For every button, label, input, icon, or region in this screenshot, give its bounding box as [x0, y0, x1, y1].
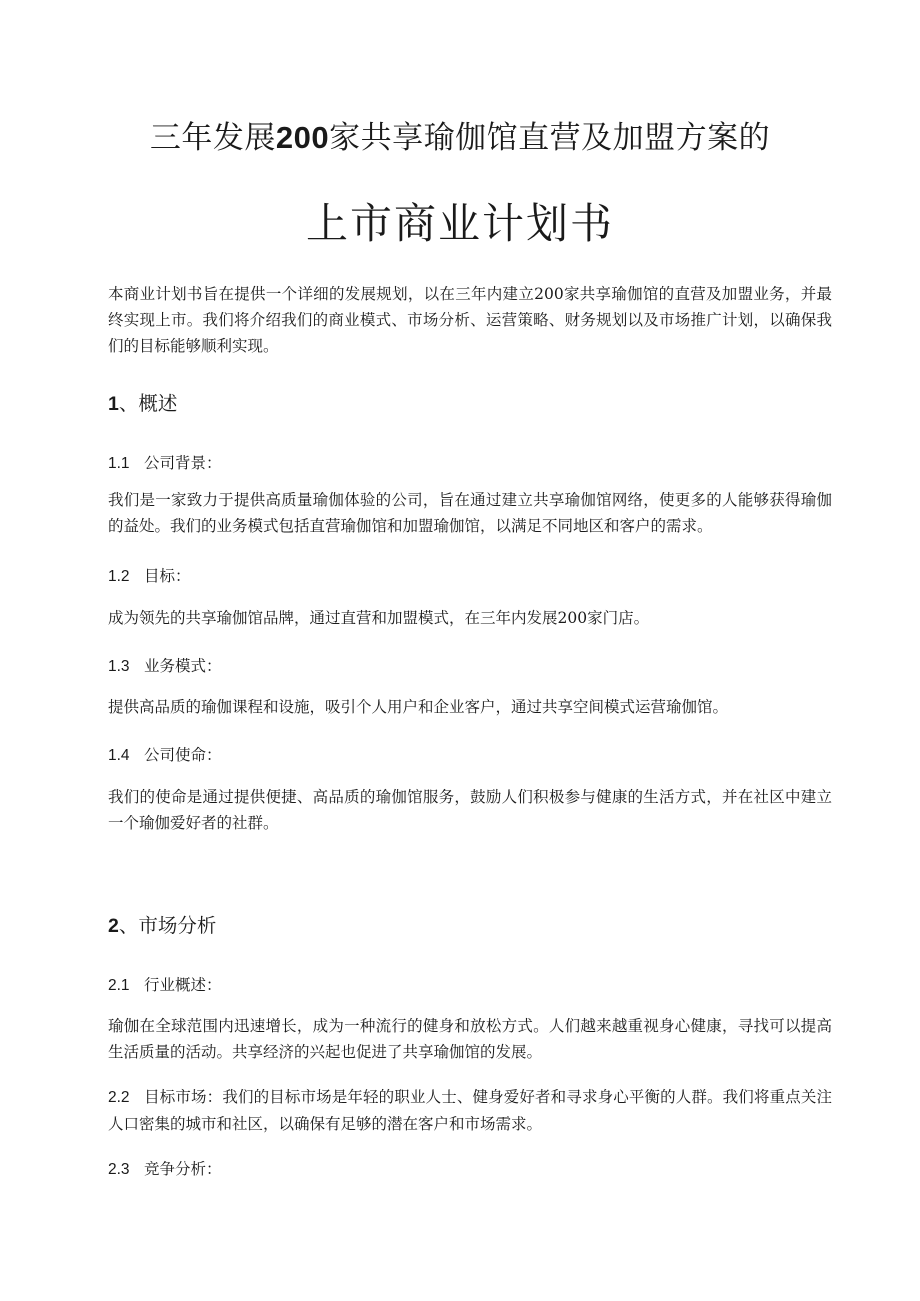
subsection-heading-1-1: 1.1 公司背景：	[108, 454, 222, 472]
subsection-body-2-1: 瑜伽在全球范围内迅速增长，成为一种流行的健身和放松方式。人们越来越重视身心健康，寻找可以提高生活质量的活动。共享经济的兴起也促进了共享瑜伽馆的发展。	[108, 1017, 832, 1061]
subsection-body-1-1: 我们是一家致力于提供高质量瑜伽体验的公司，旨在通过建立共享瑜伽馆网络，使更多的人能够获得瑜伽的益处。我们的业务模式包括直营瑜伽馆和加盟瑜伽馆，以满足不同地区和客户的需求。	[108, 491, 832, 535]
subsection-heading-1-2: 1.2 目标：	[108, 567, 191, 585]
section-heading-1: 1、概述	[108, 392, 178, 415]
section-heading-2: 2、市场分析	[108, 914, 217, 937]
document-title-line1	[0, 116, 920, 160]
title-number: 200	[275, 120, 330, 155]
subsection-heading-1-3: 1.3 业务模式：	[108, 657, 222, 675]
intro-paragraph: 本商业计划书旨在提供一个详细的发展规划，以在三年内建立200家共享瑜伽馆的直营及加盟业务，并最终实现上市。我们将介绍我们的商业模式、市场分析、运营策略、财务规划以及市场推广计划，以确保我们的目标能够顺利实现。	[108, 285, 832, 355]
title-part1: 三年发展	[149, 120, 276, 156]
title-part2: 家共享瑜伽馆直营及加盟方案的	[329, 120, 771, 156]
subsection-body-1-2: 成为领先的共享瑜伽馆品牌，通过直营和加盟模式，在三年内发展200家门店。	[108, 609, 650, 627]
subsection-body-1-3: 提供高品质的瑜伽课程和设施，吸引个人用户和企业客户，通过共享空间模式运营瑜伽馆。	[108, 698, 729, 716]
subsection-heading-1-4: 1.4 公司使命：	[108, 746, 222, 764]
subsection-heading-2-3: 2.3 竞争分析：	[108, 1160, 222, 1178]
subsection-heading-2-1: 2.1 行业概述：	[108, 976, 222, 994]
subsection-body-1-4: 我们的使命是通过提供便捷、高品质的瑜伽馆服务，鼓励人们积极参与健康的生活方式，并在社区中建立一个瑜伽爱好者的社群。	[108, 788, 832, 832]
subsection-2-2: 2.2 目标市场：我们的目标市场是年轻的职业人士、健身爱好者和寻求身心平衡的人群。我们将重点关注人口密集的城市和社区，以确保有足够的潜在客户和市场需求。	[108, 1088, 832, 1133]
document-title-line2: 上市商业计划书	[305, 199, 614, 248]
